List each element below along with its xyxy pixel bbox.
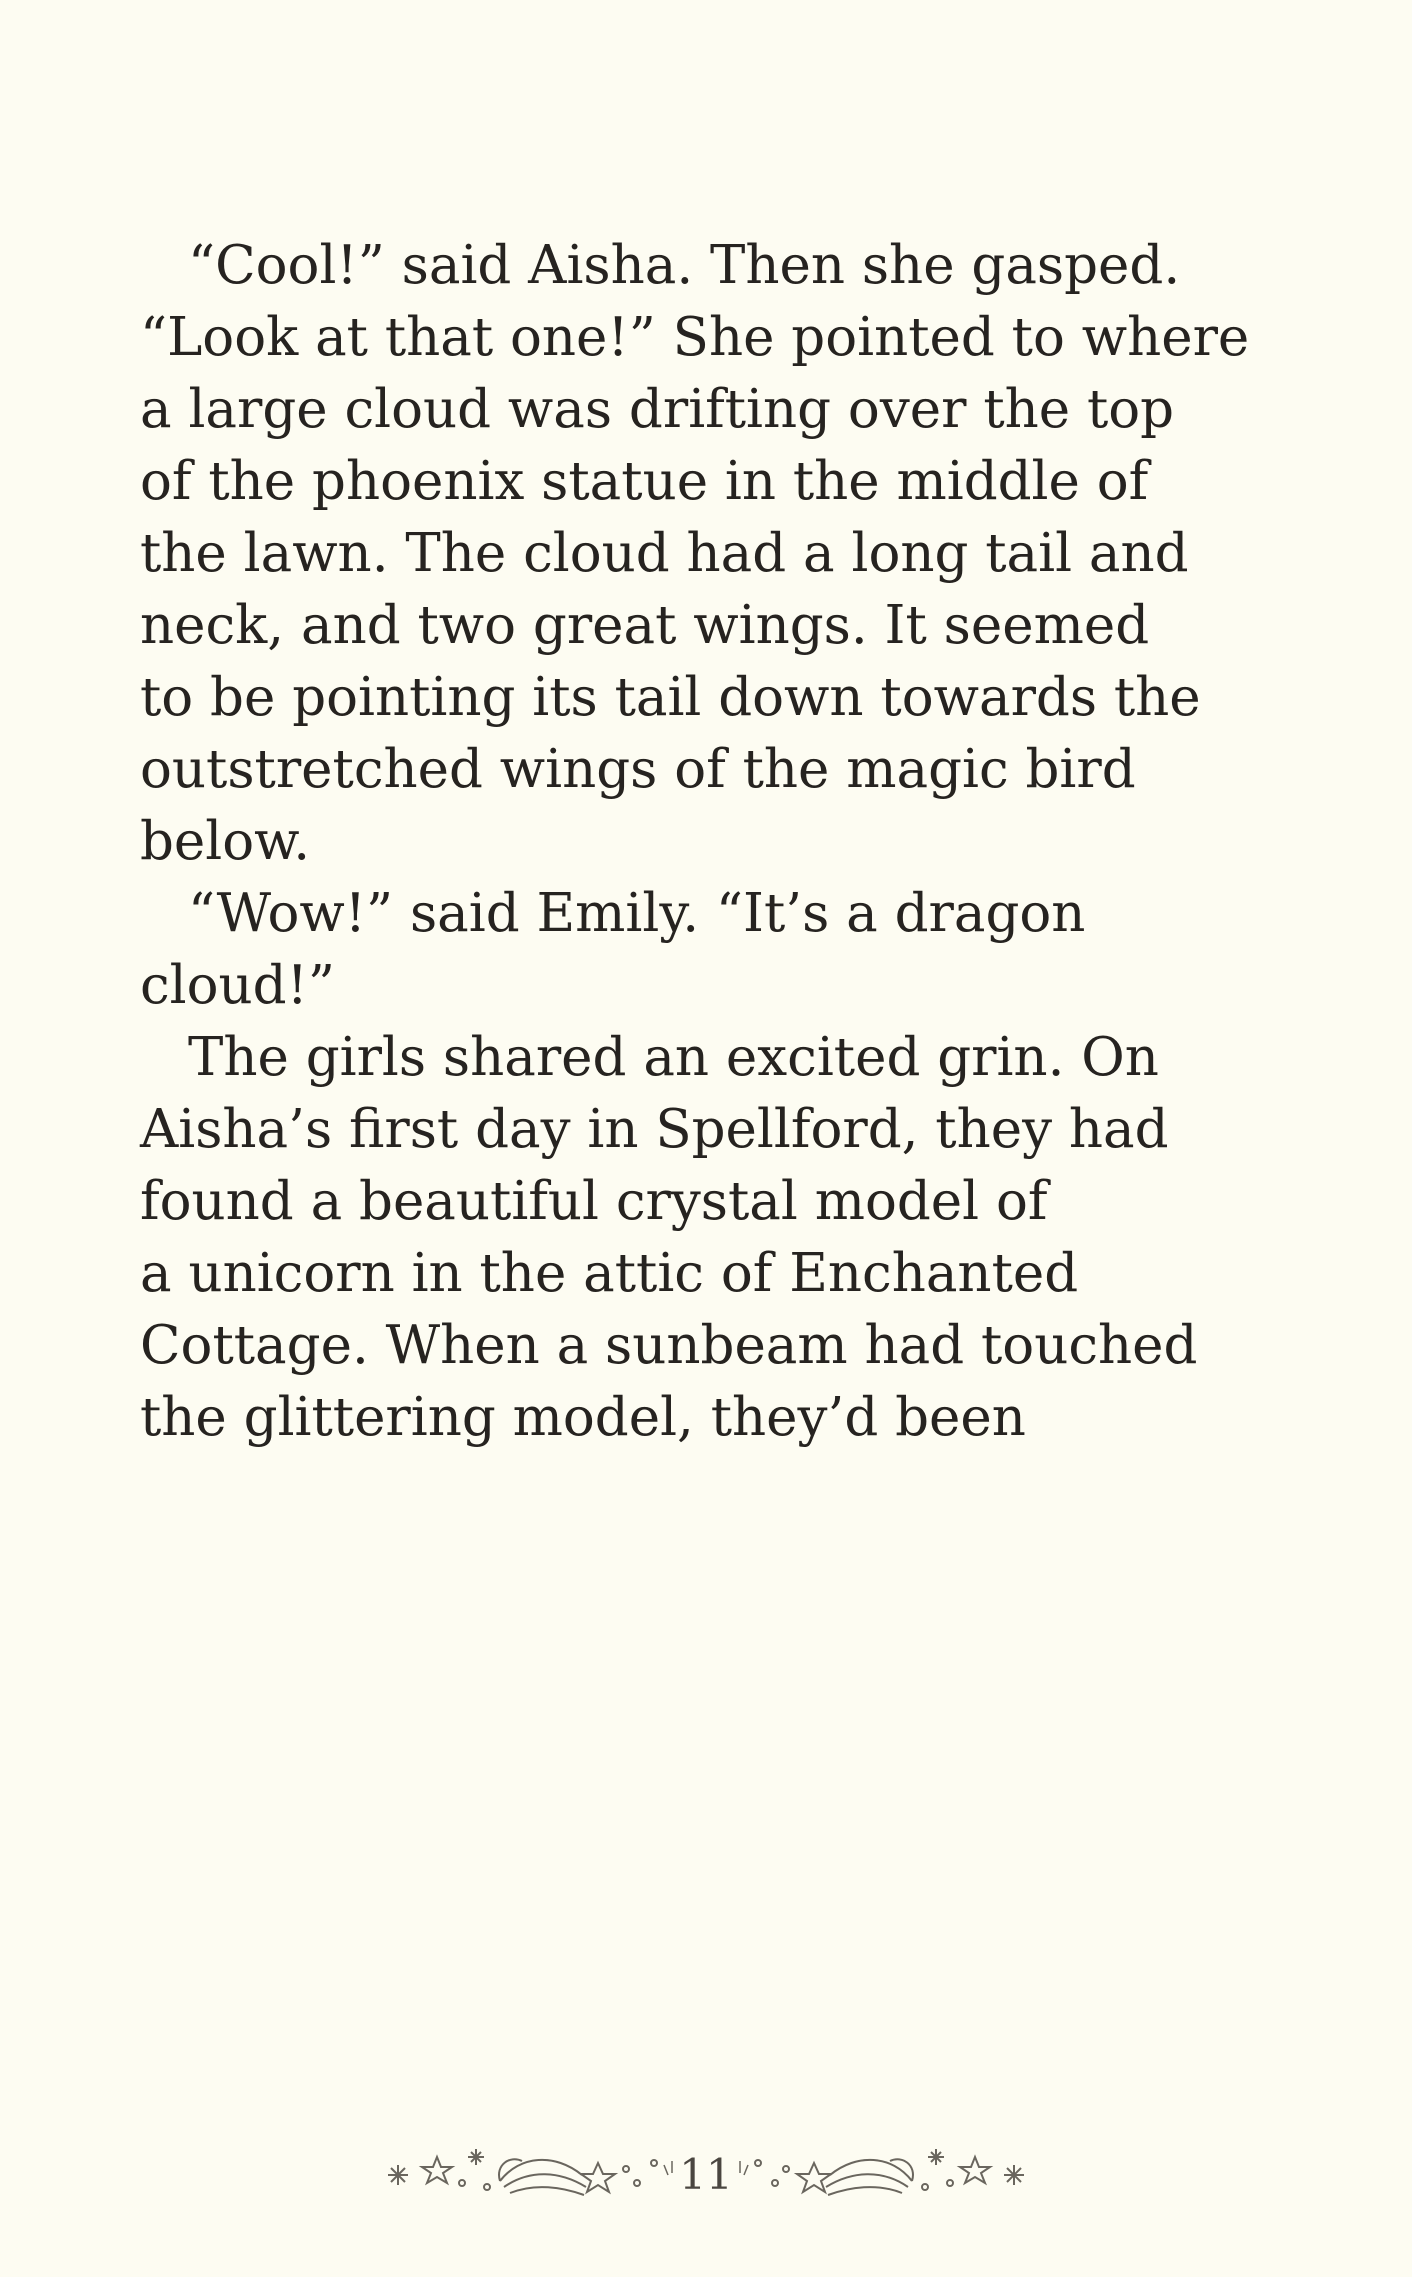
text-line: found a beautiful crystal model of — [140, 1171, 1048, 1232]
text-line: the lawn. The cloud had a long tail and — [140, 523, 1189, 584]
text-line: outstretched wings of the magic bird — [140, 739, 1136, 800]
text-line: a unicorn in the attic of Enchanted — [140, 1243, 1079, 1304]
text-line: a large cloud was drifting over the top — [140, 379, 1175, 440]
page-number: 11 — [679, 2150, 733, 2199]
text-line: neck, and two great wings. It seemed — [140, 595, 1150, 656]
text-line: of the phoenix statue in the middle of — [140, 451, 1149, 512]
text-line: the glittering model, they’d been — [140, 1387, 1026, 1448]
text-line: The girls shared an excited grin. On — [188, 1027, 1159, 1088]
page-footer — [0, 2135, 1412, 2215]
text-line: “Look at that one!” She pointed to where — [140, 307, 1250, 368]
star-swirl-ornament-icon — [388, 2149, 672, 2195]
text-line: to be pointing its tail down towards the — [140, 667, 1201, 728]
text-line: cloud!” — [140, 955, 335, 1016]
text-line: Cottage. When a sunbeam had touched — [140, 1315, 1198, 1376]
text-line: Aisha’s first day in Spellford, they had — [140, 1099, 1169, 1160]
star-swirl-ornament-icon — [740, 2149, 1024, 2195]
text-line: “Wow!” said Emily. “It’s a dragon — [188, 883, 1086, 944]
text-line: “Cool!” said Aisha. Then she gasped. — [188, 235, 1181, 296]
text-line: below. — [140, 811, 311, 872]
